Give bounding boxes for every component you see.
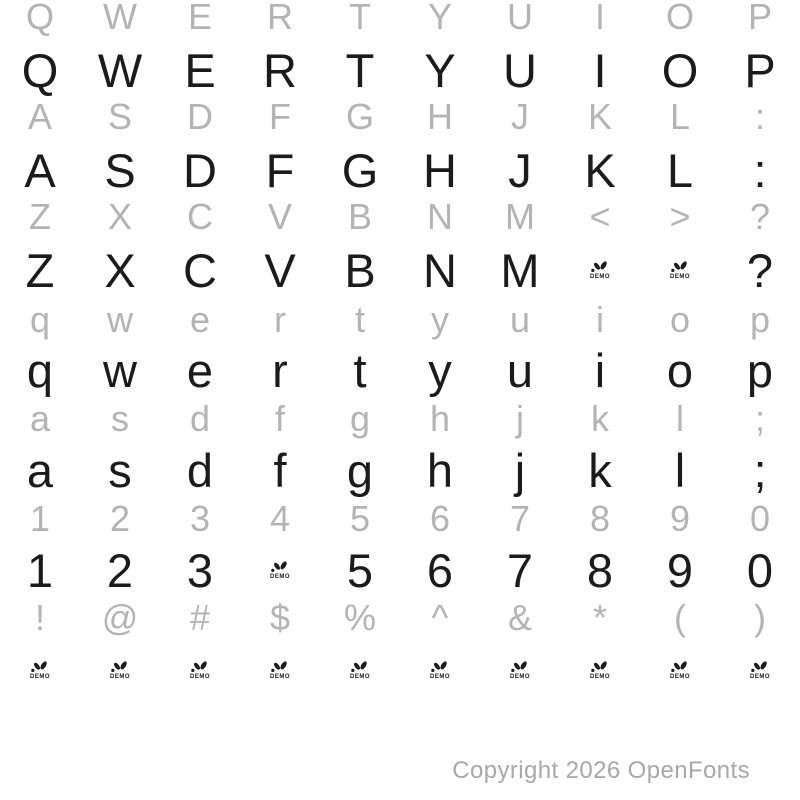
glyph-cell: f bbox=[273, 443, 287, 497]
demo-watermark bbox=[590, 260, 610, 280]
glyph-cell: r bbox=[272, 343, 288, 397]
glyph-cell: 1 bbox=[29, 498, 51, 539]
glyph-row-dark bbox=[0, 45, 800, 95]
glyph-cell: I bbox=[593, 43, 607, 97]
glyph-cell-demo-placeholder bbox=[560, 245, 640, 295]
glyph-cell: ? bbox=[749, 196, 771, 237]
glyph-cell: M bbox=[505, 196, 535, 237]
glyph-cell: Q bbox=[25, 0, 54, 37]
glyph-cell: s bbox=[108, 443, 132, 497]
glyph-cell: l bbox=[676, 398, 684, 439]
glyph-cell: R bbox=[263, 43, 297, 97]
fleuron-ornament-icon bbox=[270, 560, 290, 573]
glyph-cell: % bbox=[343, 597, 376, 638]
glyph-cell: 6 bbox=[429, 498, 451, 539]
glyph-cell: N bbox=[427, 196, 453, 237]
demo-label: DEMO bbox=[270, 574, 290, 580]
fleuron-ornament-icon bbox=[270, 660, 290, 673]
glyph-cell: 3 bbox=[189, 498, 211, 539]
glyph-cell: X bbox=[107, 196, 132, 237]
glyph-cell: o bbox=[669, 299, 691, 340]
glyph-cell: & bbox=[507, 597, 532, 638]
glyph-row-light bbox=[0, 494, 800, 544]
glyph-cell: # bbox=[189, 597, 211, 638]
glyph-cell: ) bbox=[754, 597, 766, 638]
glyph-cell: 4 bbox=[269, 498, 291, 539]
glyph-cell: 0 bbox=[746, 543, 774, 597]
demo-label: DEMO bbox=[270, 674, 290, 680]
glyph-row-light bbox=[0, 0, 800, 42]
glyph-cell: d bbox=[186, 443, 214, 497]
glyph-cell: 9 bbox=[669, 498, 691, 539]
glyph-cell: e bbox=[189, 299, 211, 340]
glyph-cell: @ bbox=[101, 597, 139, 638]
fleuron-ornament-icon bbox=[110, 660, 130, 673]
glyph-cell: U bbox=[507, 0, 533, 37]
glyph-cell: H bbox=[427, 96, 453, 137]
glyph-cell: j bbox=[516, 398, 524, 439]
glyph-cell: ? bbox=[746, 243, 774, 297]
glyph-cell: 8 bbox=[589, 498, 611, 539]
glyph-cell: 7 bbox=[506, 543, 534, 597]
demo-label: DEMO bbox=[190, 674, 210, 680]
glyph-cell-demo-placeholder bbox=[720, 645, 800, 695]
glyph-cell: Z bbox=[29, 196, 51, 237]
demo-label: DEMO bbox=[590, 274, 610, 280]
copyright-text: Copyright 2026 OpenFonts bbox=[452, 757, 750, 784]
glyph-cell: Y bbox=[427, 0, 452, 37]
demo-watermark bbox=[350, 660, 370, 680]
glyph-row-light bbox=[0, 593, 800, 643]
demo-label: DEMO bbox=[670, 674, 690, 680]
glyph-cell: 6 bbox=[426, 543, 454, 597]
demo-watermark bbox=[590, 660, 610, 680]
glyph-cell: ( bbox=[674, 597, 686, 638]
fleuron-ornament-icon bbox=[750, 660, 770, 673]
glyph-cell: D bbox=[187, 96, 213, 137]
glyph-cell: I bbox=[594, 0, 605, 37]
glyph-cell: S bbox=[107, 96, 132, 137]
glyph-cell-demo-placeholder bbox=[560, 645, 640, 695]
glyph-cell: l bbox=[674, 443, 686, 497]
glyph-cell: p bbox=[746, 343, 774, 397]
glyph-cell: o bbox=[666, 343, 694, 397]
glyph-cell: M bbox=[500, 243, 540, 297]
glyph-cell: : bbox=[753, 143, 767, 197]
demo-watermark bbox=[510, 660, 530, 680]
demo-watermark bbox=[430, 660, 450, 680]
glyph-cell: G bbox=[345, 96, 374, 137]
demo-label: DEMO bbox=[430, 674, 450, 680]
glyph-cell: e bbox=[186, 343, 214, 397]
glyph-cell: w bbox=[103, 343, 137, 397]
glyph-cell: B bbox=[344, 243, 376, 297]
fleuron-ornament-icon bbox=[430, 660, 450, 673]
glyph-row-dark bbox=[0, 545, 800, 595]
glyph-cell: d bbox=[189, 398, 211, 439]
glyph-cell: J bbox=[511, 96, 529, 137]
glyph-cell: L bbox=[666, 143, 694, 197]
glyph-cell: T bbox=[349, 0, 371, 37]
glyph-cell: E bbox=[184, 43, 216, 97]
demo-watermark bbox=[270, 660, 290, 680]
glyph-cell-demo-placeholder bbox=[640, 645, 720, 695]
glyph-cell: > bbox=[669, 196, 691, 237]
glyph-cell: q bbox=[29, 299, 51, 340]
glyph-cell: i bbox=[594, 343, 606, 397]
demo-label: DEMO bbox=[30, 674, 50, 680]
glyph-row-dark bbox=[0, 645, 800, 695]
glyph-cell-demo-placeholder bbox=[240, 545, 320, 595]
glyph-row-light bbox=[0, 92, 800, 142]
demo-watermark bbox=[30, 660, 50, 680]
glyph-cell: : bbox=[754, 96, 765, 137]
demo-label: DEMO bbox=[590, 674, 610, 680]
glyph-cell: 8 bbox=[586, 543, 614, 597]
glyph-cell: X bbox=[104, 243, 136, 297]
glyph-cell: A bbox=[24, 143, 56, 197]
glyph-cell: L bbox=[669, 96, 691, 137]
demo-label: DEMO bbox=[110, 674, 130, 680]
demo-watermark bbox=[670, 260, 690, 280]
glyph-cell: 9 bbox=[666, 543, 694, 597]
demo-watermark bbox=[270, 560, 290, 580]
glyph-cell: 2 bbox=[106, 543, 134, 597]
glyph-cell: i bbox=[596, 299, 604, 340]
fleuron-ornament-icon bbox=[670, 260, 690, 273]
glyph-cell: Y bbox=[424, 43, 456, 97]
glyph-cell: 1 bbox=[26, 543, 54, 597]
fleuron-ornament-icon bbox=[590, 260, 610, 273]
glyph-cell: j bbox=[514, 443, 526, 497]
glyph-cell: t bbox=[354, 299, 365, 340]
glyph-cell: P bbox=[747, 0, 772, 37]
fleuron-ornament-icon bbox=[670, 660, 690, 673]
demo-watermark bbox=[750, 660, 770, 680]
glyph-cell-demo-placeholder bbox=[480, 645, 560, 695]
glyph-cell-demo-placeholder bbox=[640, 245, 720, 295]
glyph-cell: 5 bbox=[349, 498, 371, 539]
fleuron-ornament-icon bbox=[30, 660, 50, 673]
glyph-cell: k bbox=[588, 443, 612, 497]
glyph-cell: q bbox=[26, 343, 54, 397]
glyph-cell: K bbox=[587, 96, 612, 137]
glyph-cell-demo-placeholder bbox=[400, 645, 480, 695]
glyph-cell: P bbox=[744, 43, 776, 97]
glyph-cell: O bbox=[665, 0, 694, 37]
glyph-cell: 3 bbox=[186, 543, 214, 597]
glyph-cell: U bbox=[503, 43, 537, 97]
glyph-cell: Z bbox=[25, 243, 55, 297]
glyph-cell: g bbox=[349, 398, 371, 439]
glyph-cell: A bbox=[27, 96, 52, 137]
glyph-cell: y bbox=[428, 343, 452, 397]
glyph-cell: G bbox=[341, 143, 379, 197]
glyph-cell: $ bbox=[269, 597, 291, 638]
glyph-cell-demo-placeholder bbox=[320, 645, 400, 695]
glyph-cell: ! bbox=[34, 597, 45, 638]
glyph-cell: K bbox=[584, 143, 616, 197]
glyph-row-light bbox=[0, 192, 800, 242]
glyph-cell: S bbox=[104, 143, 136, 197]
fleuron-ornament-icon bbox=[590, 660, 610, 673]
glyph-cell: W bbox=[97, 43, 143, 97]
demo-label: DEMO bbox=[510, 674, 530, 680]
demo-watermark bbox=[190, 660, 210, 680]
demo-label: DEMO bbox=[670, 274, 690, 280]
glyph-cell: 0 bbox=[749, 498, 771, 539]
glyph-cell: T bbox=[345, 43, 375, 97]
glyph-cell: h bbox=[429, 398, 451, 439]
glyph-cell: B bbox=[347, 196, 372, 237]
glyph-cell-demo-placeholder bbox=[160, 645, 240, 695]
glyph-cell: f bbox=[274, 398, 285, 439]
glyph-row-light bbox=[0, 394, 800, 444]
fleuron-ornament-icon bbox=[510, 660, 530, 673]
glyph-cell: 2 bbox=[109, 498, 131, 539]
glyph-cell-demo-placeholder bbox=[0, 645, 80, 695]
glyph-cell: C bbox=[187, 196, 213, 237]
glyph-row-light bbox=[0, 295, 800, 345]
fleuron-ornament-icon bbox=[350, 660, 370, 673]
demo-watermark bbox=[670, 660, 690, 680]
glyph-row-dark bbox=[0, 245, 800, 295]
glyph-cell: N bbox=[423, 243, 457, 297]
glyph-cell: ; bbox=[753, 443, 767, 497]
glyph-cell: F bbox=[265, 143, 295, 197]
demo-label: DEMO bbox=[750, 674, 770, 680]
glyph-cell: V bbox=[264, 243, 296, 297]
glyph-cell: J bbox=[508, 143, 532, 197]
glyph-cell: O bbox=[661, 43, 699, 97]
glyph-cell: D bbox=[183, 143, 217, 197]
glyph-cell: u bbox=[506, 343, 534, 397]
glyph-cell: a bbox=[26, 443, 54, 497]
glyph-cell: u bbox=[509, 299, 531, 340]
glyph-cell: 7 bbox=[509, 498, 531, 539]
glyph-cell: ^ bbox=[431, 597, 449, 638]
glyph-cell: t bbox=[353, 343, 367, 397]
glyph-cell-demo-placeholder bbox=[240, 645, 320, 695]
glyph-cell: Q bbox=[21, 43, 59, 97]
glyph-cell: C bbox=[183, 243, 217, 297]
glyph-cell: < bbox=[589, 196, 611, 237]
glyph-row-dark bbox=[0, 345, 800, 395]
glyph-row-dark bbox=[0, 145, 800, 195]
glyph-cell: ; bbox=[754, 398, 765, 439]
glyph-cell: R bbox=[267, 0, 293, 37]
glyph-row-dark bbox=[0, 445, 800, 495]
glyph-cell: g bbox=[346, 443, 374, 497]
glyph-cell: r bbox=[274, 299, 286, 340]
glyph-cell: a bbox=[29, 398, 51, 439]
fleuron-ornament-icon bbox=[190, 660, 210, 673]
glyph-cell: w bbox=[107, 299, 133, 340]
glyph-cell: h bbox=[426, 443, 454, 497]
glyph-cell: E bbox=[187, 0, 212, 37]
glyph-cell-demo-placeholder bbox=[80, 645, 160, 695]
glyph-cell: k bbox=[591, 398, 609, 439]
demo-watermark bbox=[110, 660, 130, 680]
glyph-cell: y bbox=[431, 299, 449, 340]
glyph-cell: * bbox=[592, 597, 607, 638]
glyph-cell: V bbox=[267, 196, 292, 237]
glyph-cell: H bbox=[423, 143, 457, 197]
glyph-cell: s bbox=[111, 398, 129, 439]
demo-label: DEMO bbox=[350, 674, 370, 680]
glyph-cell: 5 bbox=[346, 543, 374, 597]
glyph-cell: W bbox=[103, 0, 137, 37]
glyph-cell: F bbox=[269, 96, 291, 137]
glyph-cell: p bbox=[749, 299, 771, 340]
